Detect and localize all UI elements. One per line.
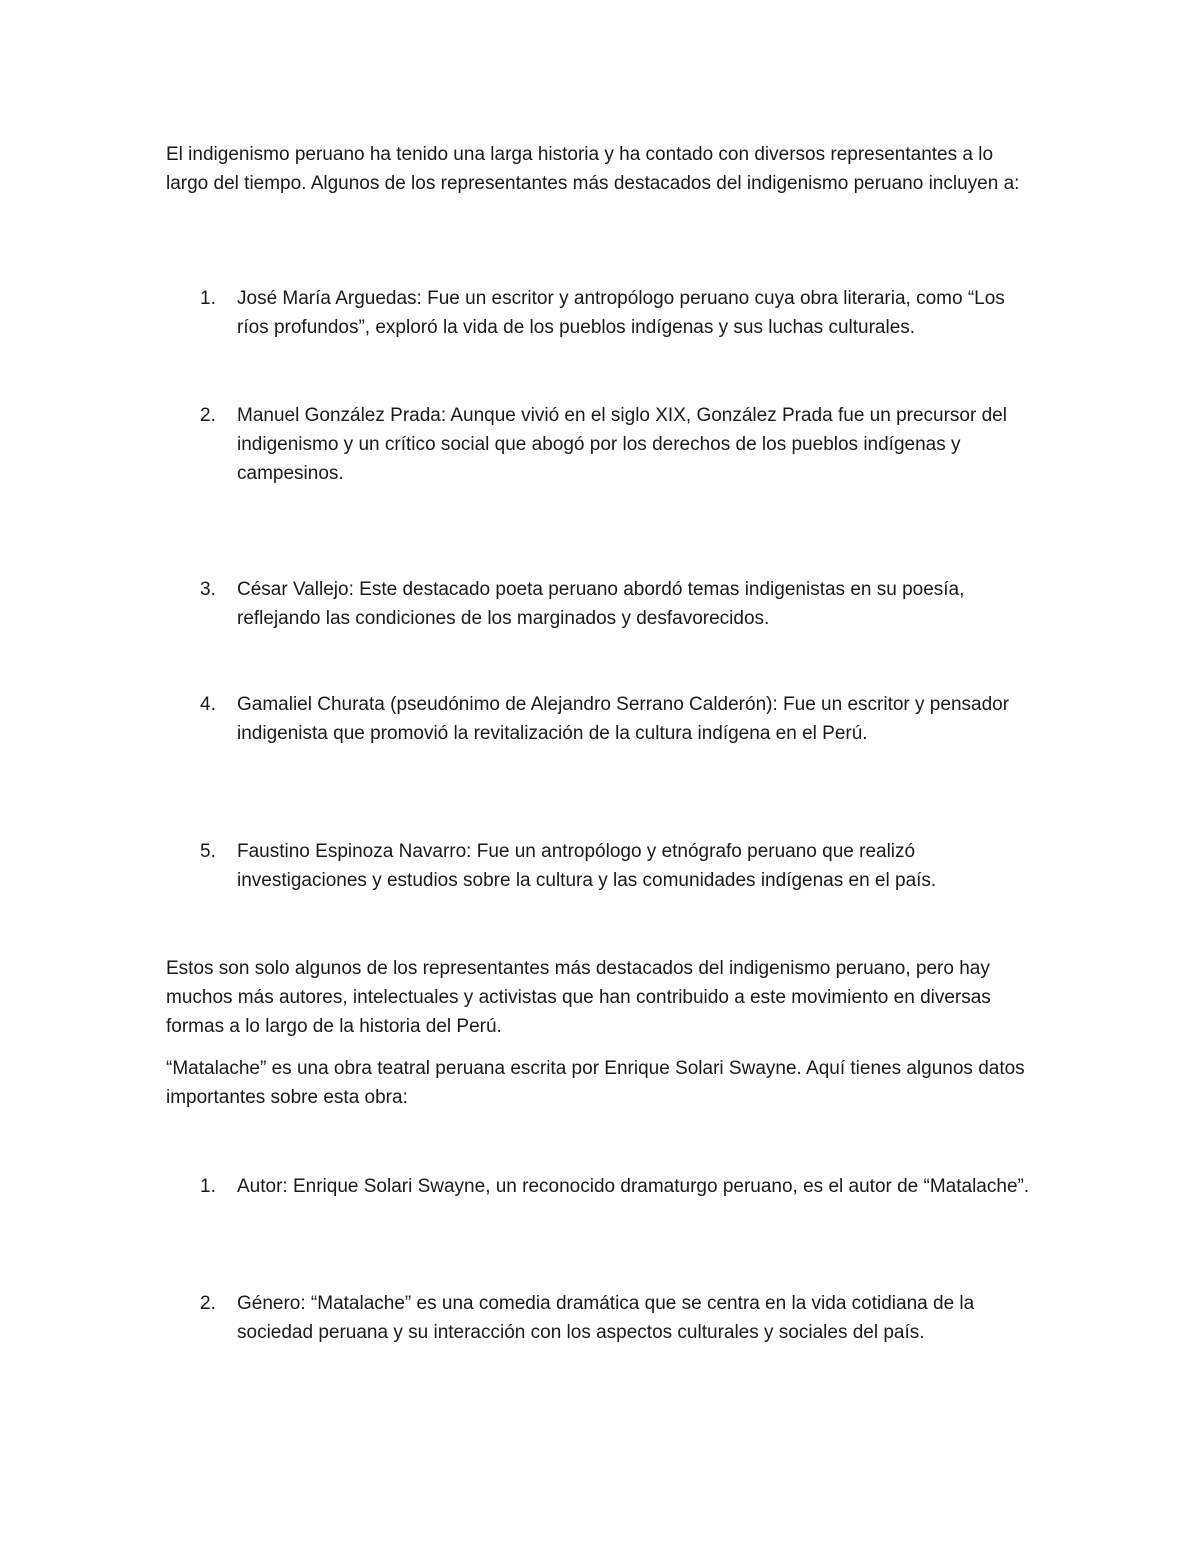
list-number: 2. [200,405,216,426]
list-number: 2. [200,1293,216,1314]
list-item-text: Faustino Espinoza Navarro: Fue un antropólogo y etnógrafo peruano que realizó investigaciones y estudios sobre la cultura y las comunidades indígenas en el país. [237,841,937,891]
list-item-text: Autor: Enrique Solari Swayne, un reconocido dramaturgo peruano, es el autor de “Matalache”. [237,1176,1030,1197]
list-item-text: Manuel González Prada: Aunque vivió en el siglo XIX, González Prada fue un precursor del indigenismo y un crítico social que abogó por los derechos de los pueblos indígenas y campesinos. [237,405,1007,484]
closing-paragraph: Estos son solo algunos de los representantes más destacados del indigenismo peruano, pero hay muchos más autores, intelectuales y activistas que han contribuido a este movimiento en diversas formas a lo largo de la historia del Perú. [166,958,991,1037]
list-number: 1. [200,1176,216,1197]
list-item [200,401,1040,488]
list-number: 5. [200,841,216,862]
list-number: 3. [200,579,216,600]
list-item-text: Género: “Matalache” es una comedia dramática que se centra en la vida cotidiana de la sociedad peruana y su interacción con los aspectos culturales y sociales del país. [237,1293,975,1343]
list-item-text: Gamaliel Churata (pseudónimo de Alejandro Serrano Calderón): Fue un escritor y pensador indigenista que promovió la revitalización de la cultura indígena en el Perú. [237,694,1010,744]
list-number: 1. [200,288,216,309]
list-item [200,690,1040,748]
list-item [200,575,1040,633]
list-number: 4. [200,694,216,715]
list-item [200,284,1040,342]
list-item [200,837,1040,895]
list-item-text: César Vallejo: Este destacado poeta peruano abordó temas indigenistas en su poesía, reflejando las condiciones de los marginados y desfavorecidos. [237,579,965,629]
list-item-text: José María Arguedas: Fue un escritor y antropólogo peruano cuya obra literaria, como “Los ríos profundos”, exploró la vida de los pueblos indígenas y sus luchas culturales. [237,288,1005,338]
list-item [200,1289,1040,1347]
matalache-intro-paragraph: “Matalache” es una obra teatral peruana escrita por Enrique Solari Swayne. Aquí tienes algunos datos importantes sobre esta obra: [166,1058,1025,1108]
list-item [200,1172,1040,1201]
intro-paragraph: El indigenismo peruano ha tenido una larga historia y ha contado con diversos representantes a lo largo del tiempo. Algunos de los representantes más destacados del indigenismo peruano incluyen a: [166,144,1020,194]
